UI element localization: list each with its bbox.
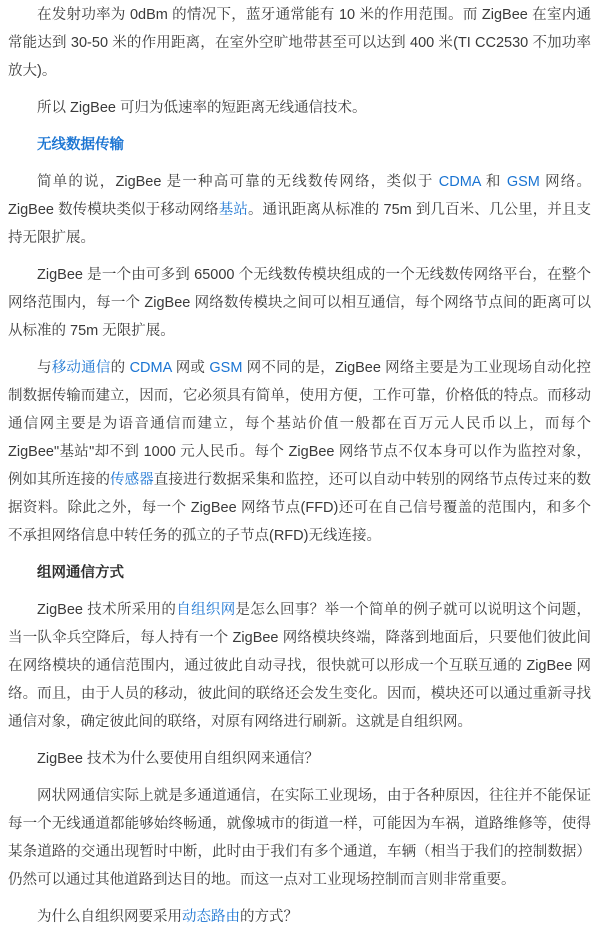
text-run: 所以 ZigBee 可归为低速率的短距离无线通信技术。 xyxy=(37,100,367,116)
text-run: 和 xyxy=(480,174,507,190)
text-run: 网或 xyxy=(171,360,210,376)
link-gsm[interactable]: GSM xyxy=(506,174,540,190)
text-run: ZigBee 是一个由可多到 65000 个无线数传模块组成的一个无线数传网络平台，在整个网络范围内，每一个 ZigBee 网络数传模块之间可以相互通信，每个网络节点间的距离可以从标准的 75m 无限扩展。 xyxy=(8,267,591,339)
heading-wireless-data-transmission xyxy=(8,131,591,159)
text-run: 在发射功率为 0dBm 的情况下，蓝牙通常能有 10 米的作用范围。而 ZigBee 在室内通常能达到 30-50 米的作用距离，在室外空旷地带甚至可以达到 400 米(TI CC2530 不加功率放大)。 xyxy=(8,7,591,79)
text-run: 。通讯距离从标准的 75m 到几百米、几公里，并且支持无限扩展。 xyxy=(8,202,592,246)
link-cdma[interactable]: CDMA xyxy=(438,174,481,190)
text-run: 的 xyxy=(110,360,130,376)
text-run: 网不同的是，ZigBee 网络主要是为工业现场自动化控制数据传输而建立，因而，它必须具有简单，使用方便，工作可靠，价格低的特点。而移动通信网主要是为语音通信而建立，每个基站价值一般都在百万元人民币以上，而每个 ZigBee"基站"却不到 1000 元人民币。每个 ZigBee 网络节点不仅本身可以作为监控对象，例如其所连接的 xyxy=(8,360,592,488)
text-run: 组网通信方式 xyxy=(37,565,124,581)
text-run: 与 xyxy=(37,360,52,376)
text-run: 简单的说，ZigBee 是一种高可靠的无线数传网络，类似于 xyxy=(37,174,439,190)
text-run: ZigBee 技术为什么要使用自组织网来通信？ xyxy=(37,751,319,767)
link-mobile-communication[interactable]: 移动通信 xyxy=(51,360,111,376)
para-zigbee-network-overview xyxy=(8,168,591,252)
link-base-station[interactable]: 基站 xyxy=(218,202,248,218)
link-cdma-2[interactable]: CDMA xyxy=(129,360,172,376)
text-run: 为什么自组织网要采用 xyxy=(37,909,182,925)
para-zigbee-platform-65000 xyxy=(8,261,591,345)
para-why-dynamic-routing-question xyxy=(8,903,591,931)
link-dynamic-routing[interactable]: 动态路由 xyxy=(182,909,240,925)
para-mesh-multichannel-explanation xyxy=(8,782,591,894)
text-run: ZigBee 技术所采用的 xyxy=(37,602,177,618)
text-run: 直接进行数据采集和监控，还可以自动中转别的网络节点传过来的数据资料。除此之外，每一个 ZigBee 网络节点(FFD)还可在自己信号覆盖的范围内，和多个不承担网络信息中转任务的孤立的子节点(RFD)无线连接。 xyxy=(8,472,592,544)
para-zigbee-vs-mobile-network xyxy=(8,354,591,550)
text-run: 网状网通信实际上就是多通道通信，在实际工业现场，由于各种原因，往往并不能保证每一个无线通道都能够始终畅通，就像城市的街道一样，可能因为车祸，道路维修等，使得某条道路的交通出现暂时中断，此时由于我们有多个通道，车辆（相当于我们的控制数据）仍然可以通过其他道路到达目的地。而这一点对工业现场控制而言则非常重要。 xyxy=(8,788,591,888)
link-gsm-2[interactable]: GSM xyxy=(209,360,243,376)
link-sensor[interactable]: 传感器 xyxy=(110,472,154,488)
text-run: 是怎么回事？举一个简单的例子就可以说明这个问题，当一队伞兵空降后，每人持有一个 ZigBee 网络模块终端，降落到地面后，只要他们彼此间在网络模块的通信范围内，通过彼此自动寻找，很快就可以形成一个互联互通的 ZigBee 网络。而且，由于人员的移动，彼此间的联络还会发生变化。因而，模块还可以通过重新寻找通信对象，确定彼此间的联络，对原有网络进行刷新。这就是自组织网。 xyxy=(8,602,591,730)
para-transmit-power-range xyxy=(8,1,591,85)
article-content xyxy=(8,1,591,931)
link-ad-hoc-network[interactable]: 自组织网 xyxy=(176,602,236,618)
text-run: 的方式？ xyxy=(240,909,298,925)
para-zigbee-classification xyxy=(8,94,591,122)
link-wireless-data-transmission[interactable]: 无线数据传输 xyxy=(37,137,124,153)
para-why-ad-hoc-question xyxy=(8,745,591,773)
para-ad-hoc-network-example xyxy=(8,596,591,736)
text-run: 网络。ZigBee 数传模块类似于移动网络 xyxy=(8,174,592,218)
heading-networking-communication-mode xyxy=(8,559,591,587)
